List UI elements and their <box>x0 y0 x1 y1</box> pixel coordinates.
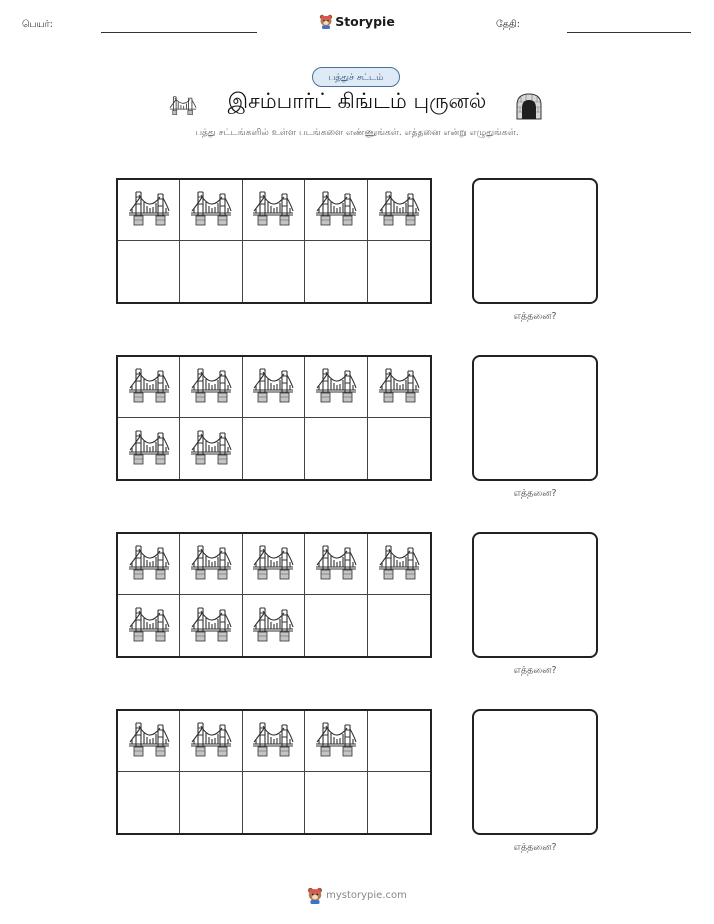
ten-frame-cell <box>118 711 180 772</box>
bridge-icon <box>190 427 232 471</box>
bridge-icon <box>128 188 170 232</box>
ten-frame-cell <box>180 595 242 656</box>
ten-frame-cell <box>243 241 305 302</box>
page-title: இசம்பார்ட் கிங்டம் புருனல் <box>227 89 487 113</box>
ten-frame-cell <box>118 357 180 418</box>
bridge-icon <box>252 542 294 586</box>
ten-frame-cell <box>243 595 305 656</box>
answer-box[interactable] <box>472 178 598 304</box>
bridge-icon <box>190 188 232 232</box>
ten-frame-cell <box>180 418 242 479</box>
bridge-icon <box>315 365 357 409</box>
bridge-icon <box>190 719 232 763</box>
answer-box[interactable] <box>472 532 598 658</box>
bridge-icon <box>315 719 357 763</box>
bridge-icon <box>128 365 170 409</box>
bridge-icon <box>315 542 357 586</box>
ten-frame-cell <box>305 357 367 418</box>
ten-frame-cell <box>243 711 305 772</box>
worksheet-type-badge: பத்துச் சட்டம் <box>312 67 400 87</box>
ten-frame-cell <box>305 418 367 479</box>
bridge-icon <box>252 604 294 648</box>
ten-frame-cell <box>305 711 367 772</box>
answer-prompt: எத்தனை? <box>513 842 557 853</box>
brand-name: Storypie <box>335 14 395 29</box>
bridge-icon <box>252 188 294 232</box>
ten-frame-cell <box>180 534 242 595</box>
date-field[interactable] <box>567 32 691 33</box>
bridge-icon <box>128 542 170 586</box>
bridge-icon <box>128 719 170 763</box>
ten-frame-cell <box>243 180 305 241</box>
ten-frame-cell <box>305 241 367 302</box>
ten-frame-cell <box>180 241 242 302</box>
ten-frame-cell <box>305 595 367 656</box>
ten-frame-cell <box>118 180 180 241</box>
ten-frame-cell <box>368 772 430 833</box>
ten-frame <box>116 532 432 658</box>
ten-frame-cell <box>368 180 430 241</box>
ten-frame-cell <box>118 241 180 302</box>
ten-frame-cell <box>118 595 180 656</box>
footer <box>0 887 714 904</box>
bridge-icon <box>315 188 357 232</box>
ten-frame-cell <box>368 357 430 418</box>
ten-frame-cell <box>243 418 305 479</box>
bear-mascot-icon <box>319 14 333 29</box>
bridge-icon <box>190 604 232 648</box>
ten-frame-cell <box>118 418 180 479</box>
date-label: தேதி: <box>496 19 520 30</box>
ten-frame-cell <box>243 357 305 418</box>
answer-prompt: எத்தனை? <box>513 311 557 322</box>
instructions: பத்து சட்டங்களில் உள்ள படங்களை எண்ணுங்கள். எத்தனை என்று எழுதுங்கள். <box>195 128 519 138</box>
ten-frame-cell <box>180 180 242 241</box>
bridge-icon <box>128 604 170 648</box>
ten-frame-cell <box>243 772 305 833</box>
ten-frame-cell <box>180 772 242 833</box>
bear-mascot-icon <box>307 887 323 904</box>
ten-frame <box>116 178 432 304</box>
bridge-icon <box>252 365 294 409</box>
ten-frame-cell <box>305 772 367 833</box>
answer-prompt: எத்தனை? <box>513 665 557 676</box>
brand <box>0 13 714 29</box>
ten-frame-cell <box>118 772 180 833</box>
ten-frame-cell <box>305 534 367 595</box>
bridge-icon <box>190 542 232 586</box>
ten-frame-cell <box>305 180 367 241</box>
name-label: பெயர்: <box>22 19 53 30</box>
footer-url[interactable]: mystorypie.com <box>326 890 407 901</box>
ten-frame-cell <box>368 534 430 595</box>
bridge-icon <box>128 427 170 471</box>
ten-frame-cell <box>368 418 430 479</box>
ten-frame <box>116 709 432 835</box>
answer-prompt: எத்தனை? <box>513 488 557 499</box>
name-field[interactable] <box>101 32 257 33</box>
answer-box[interactable] <box>472 709 598 835</box>
bridge-icon <box>378 188 420 232</box>
ten-frame-cell <box>243 534 305 595</box>
ten-frame <box>116 355 432 481</box>
ten-frame-cell <box>180 357 242 418</box>
bridge-icon <box>190 365 232 409</box>
ten-frame-cell <box>368 595 430 656</box>
ten-frame-cell <box>180 711 242 772</box>
bridge-icon <box>378 542 420 586</box>
bridge-icon <box>378 365 420 409</box>
tunnel-icon <box>516 93 542 120</box>
answer-box[interactable] <box>472 355 598 481</box>
ten-frame-cell <box>368 241 430 302</box>
ten-frame-cell <box>368 711 430 772</box>
ten-frame-cell <box>118 534 180 595</box>
bridge-icon <box>252 719 294 763</box>
